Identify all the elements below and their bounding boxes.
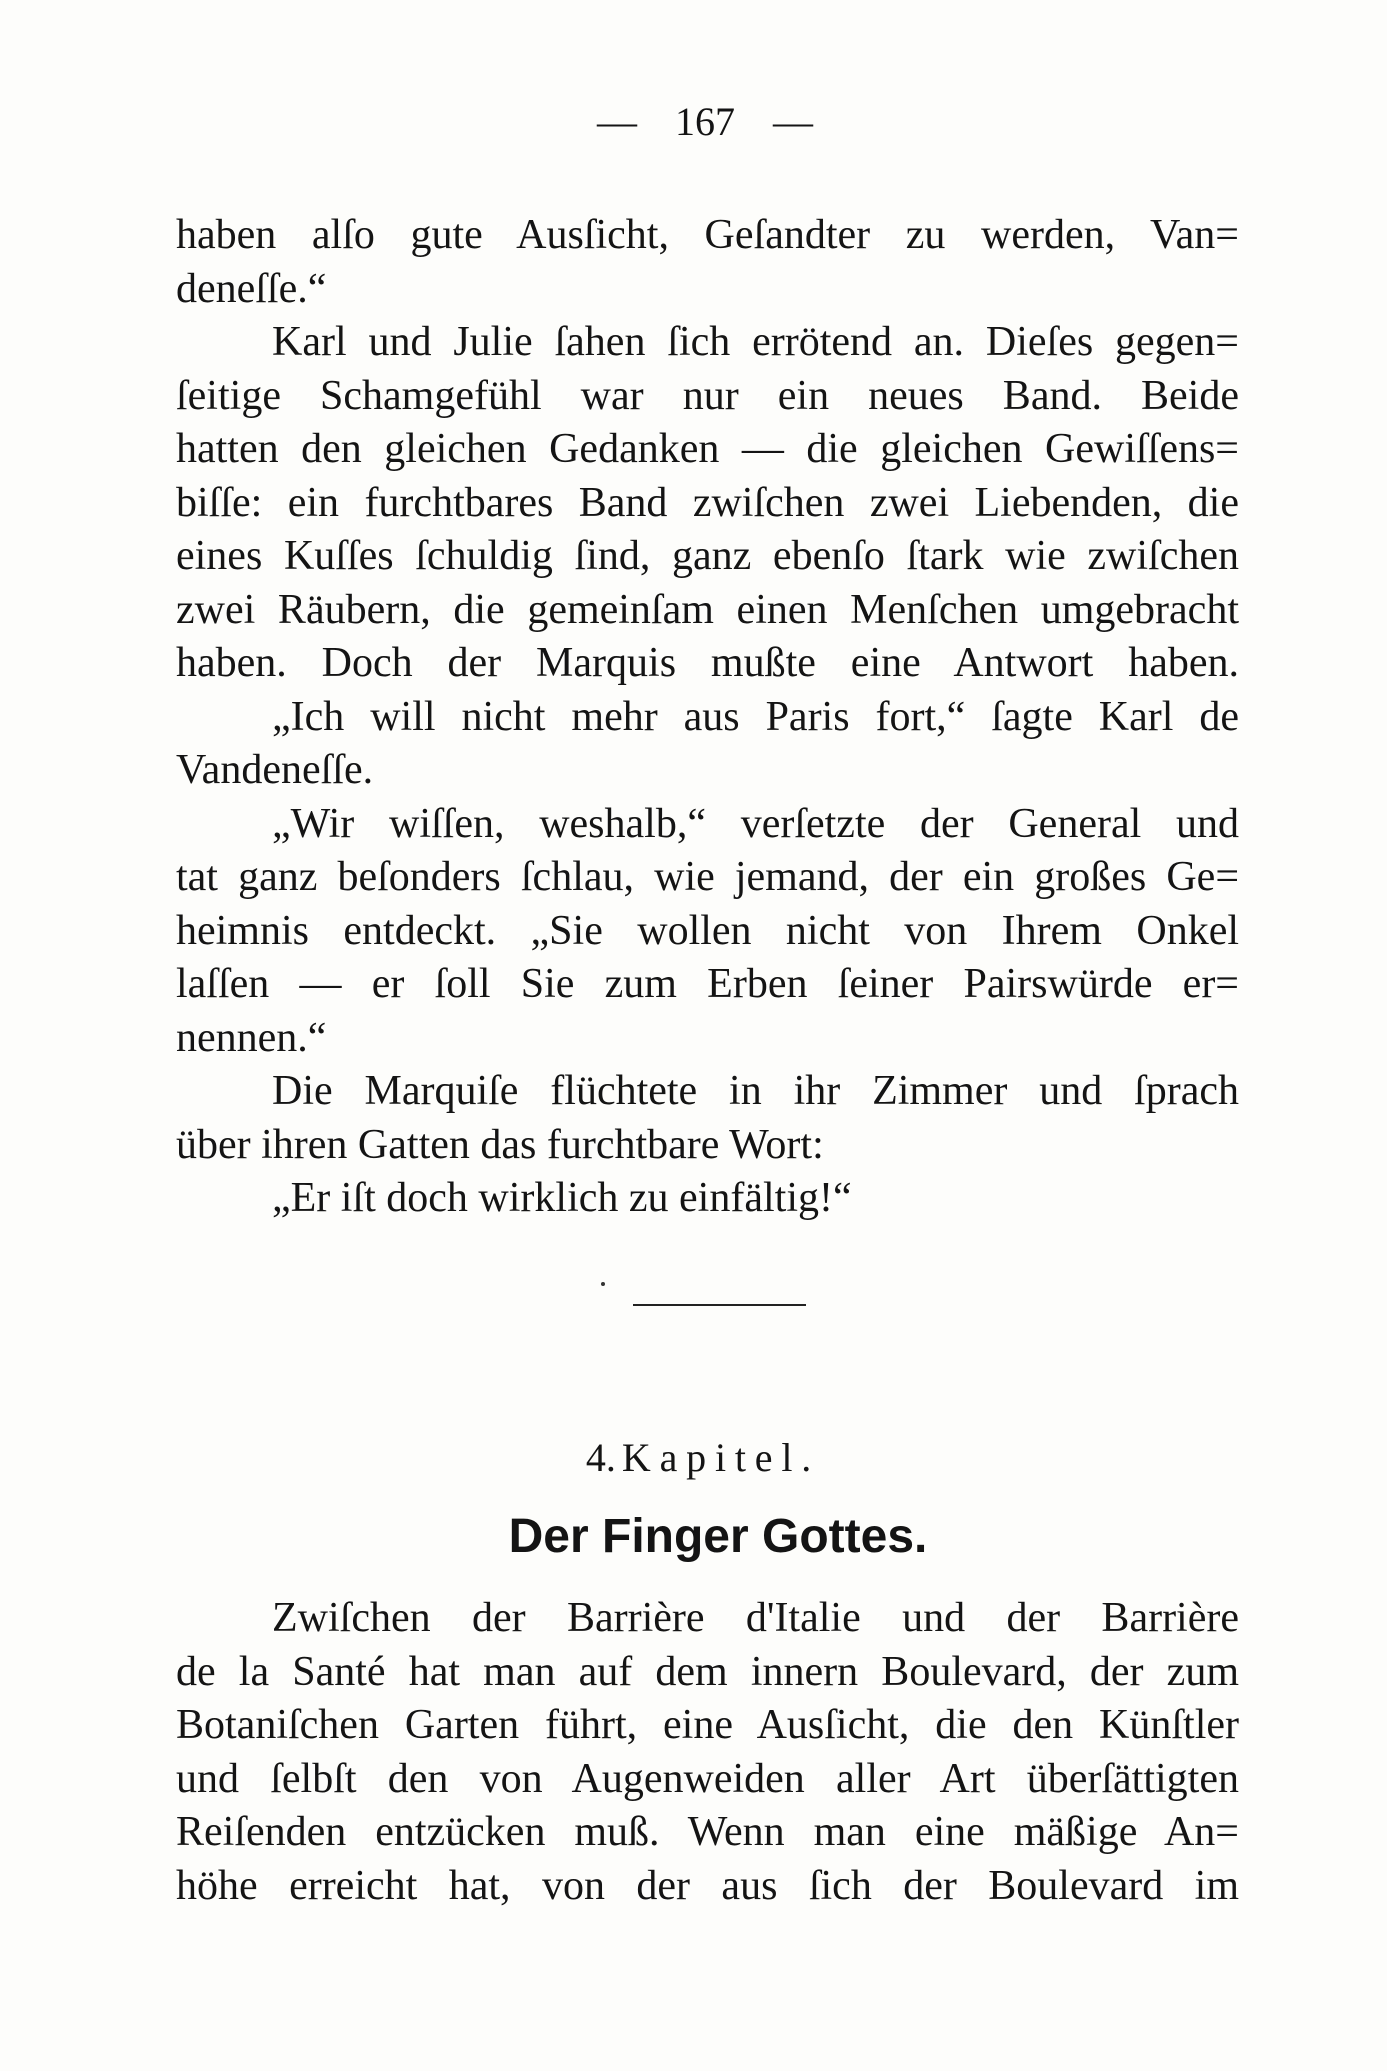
text-line: und ſelbſt den von Augenweiden aller Art überſättigten: [176, 1755, 1239, 1802]
text-block-top: [176, 209, 1239, 1226]
text-line: höhe erreicht hat, von der aus ſich der Boulevard im: [176, 1862, 1239, 1909]
text-line: tat ganz beſonders ſchlau, wie jemand, der ein großes Ge=: [176, 854, 1239, 900]
text-line: Zwiſchen der Barrière d'Italie und der Barrière: [272, 1595, 1239, 1641]
text-line: haben alſo gute Ausſicht, Geſandter zu werden, Van=: [176, 212, 1239, 258]
chapter-title: Der Finger Gottes.: [508, 1510, 928, 1563]
text-line: de la Santé hat man auf dem innern Boulevard, der zum: [176, 1648, 1239, 1695]
text-line: eines Kuſſes ſchuldig ſind, ganz ebenſo ſtark wie zwiſchen: [176, 533, 1239, 579]
text-line: laſſen — er ſoll Sie zum Erben ſeiner Pairswürde er=: [176, 961, 1239, 1007]
text-block-bottom: [176, 1592, 1239, 1913]
text-line: „Ich will nicht mehr aus Paris fort,“ ſagte Karl de: [272, 693, 1239, 740]
text-line: biſſe: ein furchtbares Band zwiſchen zwei Liebenden, die: [176, 479, 1239, 526]
text-line: Reiſenden entzücken muß. Wenn man eine mäßige An=: [176, 1809, 1239, 1855]
text-line: ſeitige Schamgefühl war nur ein neues Band. Beide: [176, 372, 1239, 419]
text-line: haben. Doch der Marquis mußte eine Antwort haben.: [176, 640, 1239, 686]
separator-dot: [601, 1282, 605, 1286]
text-line: nennen.“: [176, 1014, 327, 1061]
text-line: Die Marquiſe flüchtete in ihr Zimmer und ſprach: [272, 1068, 1239, 1114]
text-line: über ihren Gatten das furchtbare Wort:: [176, 1121, 824, 1168]
text-line: Karl und Julie ſahen ſich errötend an. Dieſes gegen=: [272, 319, 1239, 365]
text-line: heimnis entdeckt. „Sie wollen nicht von Ihrem Onkel: [176, 907, 1239, 954]
text-line: Vandeneſſe.: [176, 747, 374, 793]
text-line: „Wir wiſſen, weshalb,“ verſetzte der General und: [272, 800, 1239, 847]
text-line: zwei Räubern, die gemeinſam einen Menſchen umgebracht: [176, 586, 1239, 633]
text-line: hatten den gleichen Gedanken — die gleichen Gewiſſens=: [176, 426, 1239, 472]
chapter-word: Kapitel.: [621, 1435, 821, 1480]
page-number: — 167 —: [597, 99, 813, 144]
text-line: Botaniſchen Garten führt, eine Ausſicht, die den Künſtler: [176, 1702, 1239, 1748]
section-divider: [633, 1304, 806, 1306]
text-line: „Er iſt doch wirklich zu einfältig!“: [272, 1175, 852, 1221]
chapter-heading: [503, 1432, 903, 1484]
text-line: deneſſe.“: [176, 265, 327, 312]
chapter-number: 4.: [585, 1435, 616, 1480]
